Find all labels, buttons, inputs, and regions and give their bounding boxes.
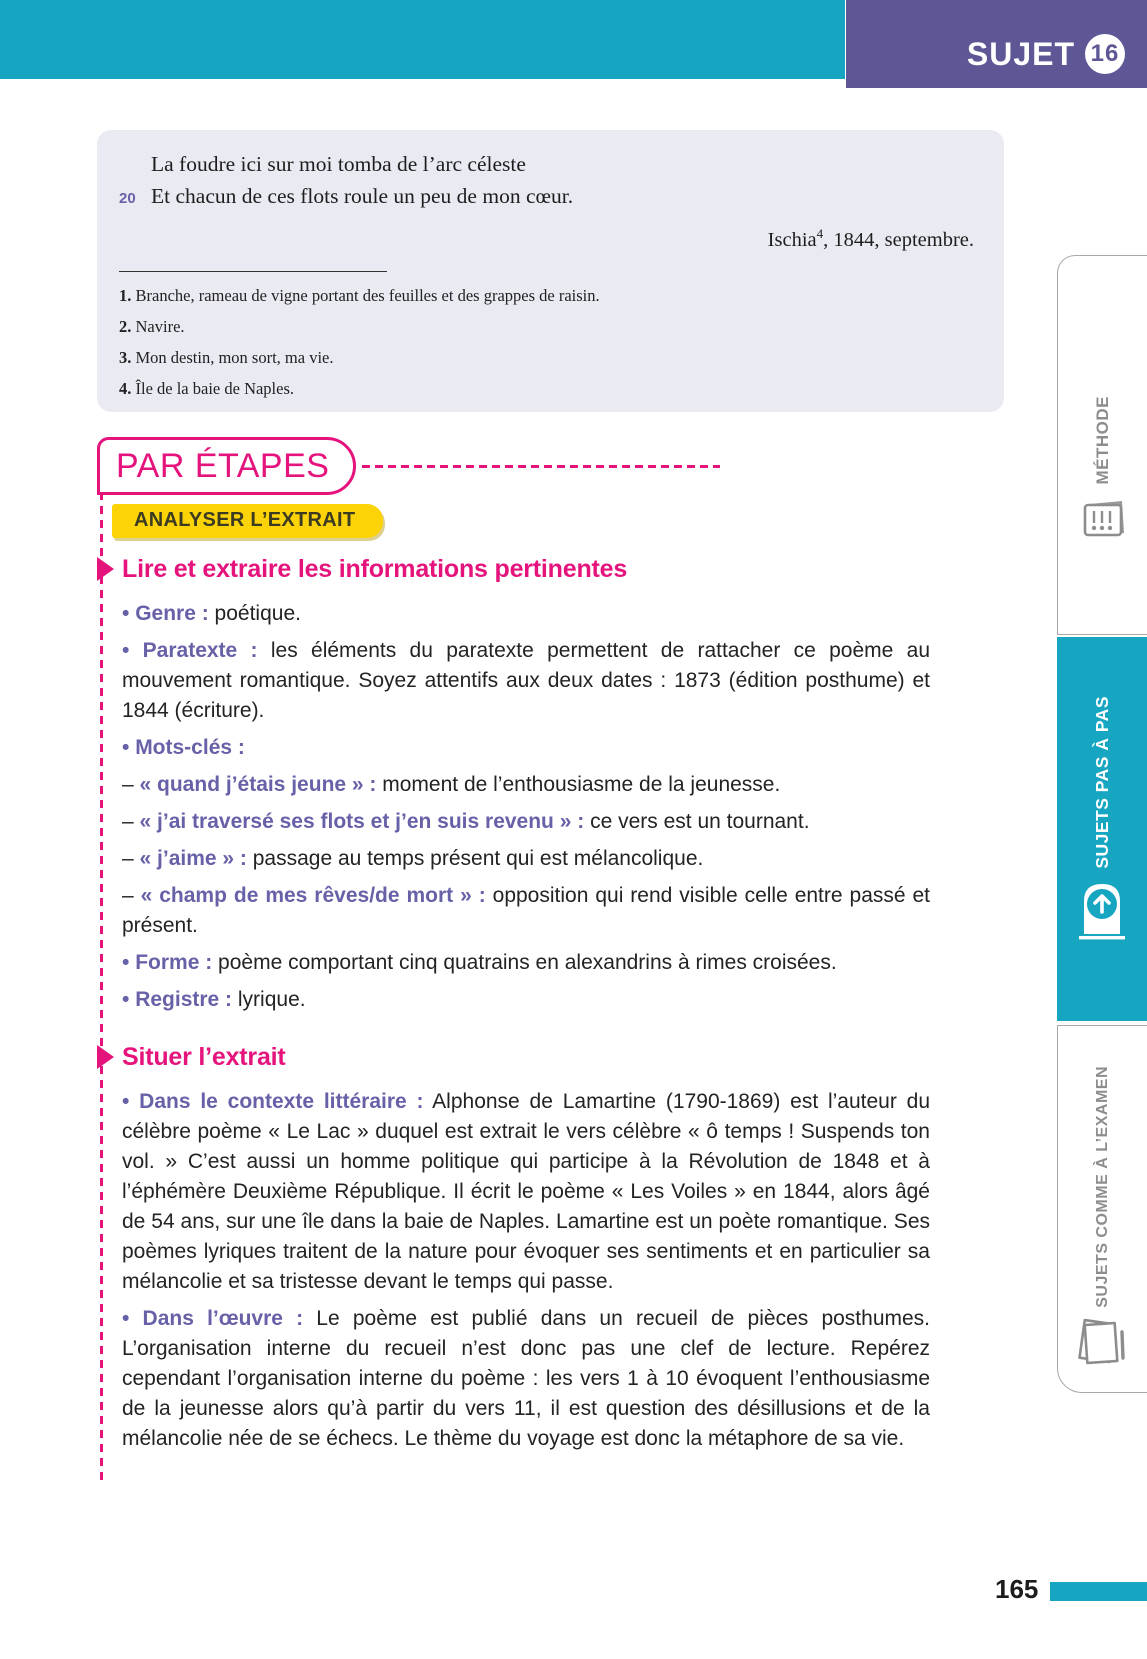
- bullet-dot: •: [122, 988, 136, 1011]
- keyword-item: [122, 844, 930, 874]
- page-number: 165: [995, 1574, 1039, 1604]
- keyword-item: [122, 770, 930, 800]
- poem-line-number: 20: [119, 190, 136, 207]
- item-text: ce vers est un tournant.: [584, 810, 810, 833]
- item-label: Paratexte :: [142, 639, 258, 662]
- item-text: poétique.: [208, 602, 301, 625]
- item-label: Mots-clés :: [135, 736, 245, 759]
- bullet-dot: •: [122, 1090, 140, 1113]
- analyser-extrait-badge: ANALYSER L’EXTRAIT: [112, 504, 383, 538]
- analysis-section: [122, 552, 930, 1015]
- dash-prefix: –: [122, 847, 140, 870]
- bullet-item: [122, 985, 930, 1015]
- dash-prefix: –: [122, 773, 140, 796]
- heading-arrow-icon: [97, 557, 114, 581]
- item-text: les éléments du paratexte permettent de rattacher ce poème au mouvement romantique. Soyez attentifs aux deux dates : 1873 (édition posthume) et 1844 (écriture).: [122, 639, 931, 722]
- signature-note-ref: 4: [816, 226, 824, 241]
- tab-sujets-comme-a-l-examen-label: SUJETS COMME À L’EXAMEN: [1093, 1066, 1111, 1308]
- footnote-item: [119, 280, 974, 311]
- top-teal-bar: [0, 0, 845, 79]
- vertical-dashed-line: [100, 492, 103, 1484]
- heading-arrow-icon: [97, 1045, 114, 1069]
- poem-line-text: La foudre ici sur moi tomba de l’arc céleste: [151, 152, 526, 176]
- arrow-up-door-icon: [1079, 879, 1125, 943]
- footnote-separator: [119, 271, 387, 272]
- bullet-item: [122, 733, 930, 763]
- footnote-item: [119, 373, 974, 404]
- footnote-number: 4.: [119, 378, 136, 398]
- item-label: « j’ai traversé ses flots et j’en suis revenu » :: [139, 810, 585, 833]
- item-label: Forme :: [135, 951, 213, 974]
- tab-sujets-pas-a-pas[interactable]: [1057, 637, 1147, 1021]
- item-text: opposition qui rend visible celle entre passé et présent.: [122, 884, 931, 937]
- item-text: Alphonse de Lamartine (1790-1869) est l’auteur du célèbre poème « Le Lac » duquel est extrait le vers célèbre « ô temps ! Suspends ton vol. » C’est aussi un homme politique qui participe à la Révolution de 1848 et à l’éphémère Deuxième République. Il écrit le poème « Les Voiles » en 1844, alors âgé de 54 ans, sur une île dans la baie de Naples. Lamartine est un poète romantique. Ses poèmes lyriques traitent de la nature pour évoquer ses sentiments et en particulier sa mélancolie et sa tristesse devant le temps qui passe.: [122, 1090, 931, 1293]
- par-etapes-label: PAR ÉTAPES: [97, 437, 356, 495]
- item-label: Registre :: [135, 988, 233, 1011]
- poem-lines: [119, 148, 974, 215]
- tab-sujets-pas-a-pas-label: SUJETS PAS À PAS: [1091, 696, 1112, 869]
- footnote-number: 1.: [119, 285, 136, 305]
- dash-prefix: –: [122, 810, 140, 833]
- poem-line-text: Et chacun de ces flots roule un peu de mon cœur.: [151, 184, 574, 208]
- section-heading: Lire et extraire les informations pertinentes: [122, 552, 930, 586]
- bullet-dot: •: [122, 736, 136, 759]
- item-label: Dans le contexte littéraire :: [139, 1090, 424, 1113]
- footnote-text: Île de la baie de Naples.: [135, 378, 295, 398]
- subject-number-badge: 16: [1085, 34, 1125, 74]
- analysis-section: [122, 1040, 930, 1454]
- bullet-dot: •: [122, 951, 136, 974]
- tab-methode[interactable]: [1057, 255, 1147, 635]
- bullet-item: [122, 636, 930, 726]
- item-text: poème comportant cinq quatrains en alexandrins à rimes croisées.: [212, 951, 837, 974]
- banner-dashed-line: [362, 465, 720, 468]
- section-heading: Situer l’extrait: [122, 1040, 930, 1074]
- footnote-item: [119, 311, 974, 342]
- item-text: moment de l’enthousiasme de la jeunesse.: [376, 773, 781, 796]
- item-text: lyrique.: [232, 988, 306, 1011]
- keyword-item: [122, 807, 930, 837]
- tab-sujets-comme-a-l-examen[interactable]: [1057, 1025, 1147, 1393]
- bullet-item: [122, 1087, 930, 1297]
- footer-teal-bar: [1050, 1582, 1147, 1601]
- signature-place: Ischia: [767, 228, 817, 251]
- footnote-number: 3.: [119, 347, 136, 367]
- subject-header: [846, 0, 1147, 88]
- footnote-text: Navire.: [135, 316, 185, 336]
- subject-title: [967, 34, 1125, 74]
- item-label: Dans l’œuvre :: [142, 1307, 304, 1330]
- item-label: « j’aime » :: [139, 847, 247, 870]
- item-label: Genre :: [135, 602, 209, 625]
- footnotes: [119, 280, 974, 404]
- poem-line: [119, 180, 974, 215]
- item-text: Le poème est publié dans un recueil de pièces posthumes. L’organisation interne du recueil n’est donc pas une clef de lecture. Repérez cependant l’organisation interne du poème : les vers 1 à 10 évoquent l’enthousiasme de la jeunesse alors qu’à partir du vers 11, il est question des désillusions et de la mélancolie née de se échecs. Le thème du voyage est donc la métaphore de sa vie.: [122, 1307, 930, 1450]
- poem-signature: [119, 217, 974, 257]
- item-label: « champ de mes rêves/de mort » :: [140, 884, 486, 907]
- item-label: « quand j’étais jeune » :: [139, 773, 377, 796]
- tab-methode-label: MÉTHODE: [1092, 395, 1112, 484]
- footnote-text: Branche, rameau de vigne portant des feuilles et des grappes de raisin.: [135, 285, 600, 305]
- notebook-icon: [1078, 496, 1128, 546]
- subject-title-label: SUJET: [966, 35, 1075, 72]
- poem-line: [119, 148, 974, 180]
- footnote-number: 2.: [119, 316, 136, 336]
- dash-prefix: –: [122, 884, 141, 907]
- pages-icon: [1076, 1318, 1130, 1370]
- poem-excerpt-panel: [97, 130, 1004, 412]
- bullet-item: [122, 599, 930, 629]
- signature-rest: , 1844, septembre.: [823, 228, 974, 251]
- keyword-item: [122, 881, 930, 941]
- footnote-text: Mon destin, mon sort, ma vie.: [135, 347, 334, 367]
- par-etapes-banner: [97, 437, 720, 495]
- bullet-item: [122, 948, 930, 978]
- footnote-item: [119, 342, 974, 373]
- bullet-item: [122, 1304, 930, 1454]
- item-text: passage au temps présent qui est mélancolique.: [246, 847, 704, 870]
- bullet-dot: •: [122, 1307, 143, 1330]
- analysis-sections: [122, 552, 930, 1461]
- bullet-dot: •: [122, 602, 136, 625]
- bullet-dot: •: [122, 639, 143, 662]
